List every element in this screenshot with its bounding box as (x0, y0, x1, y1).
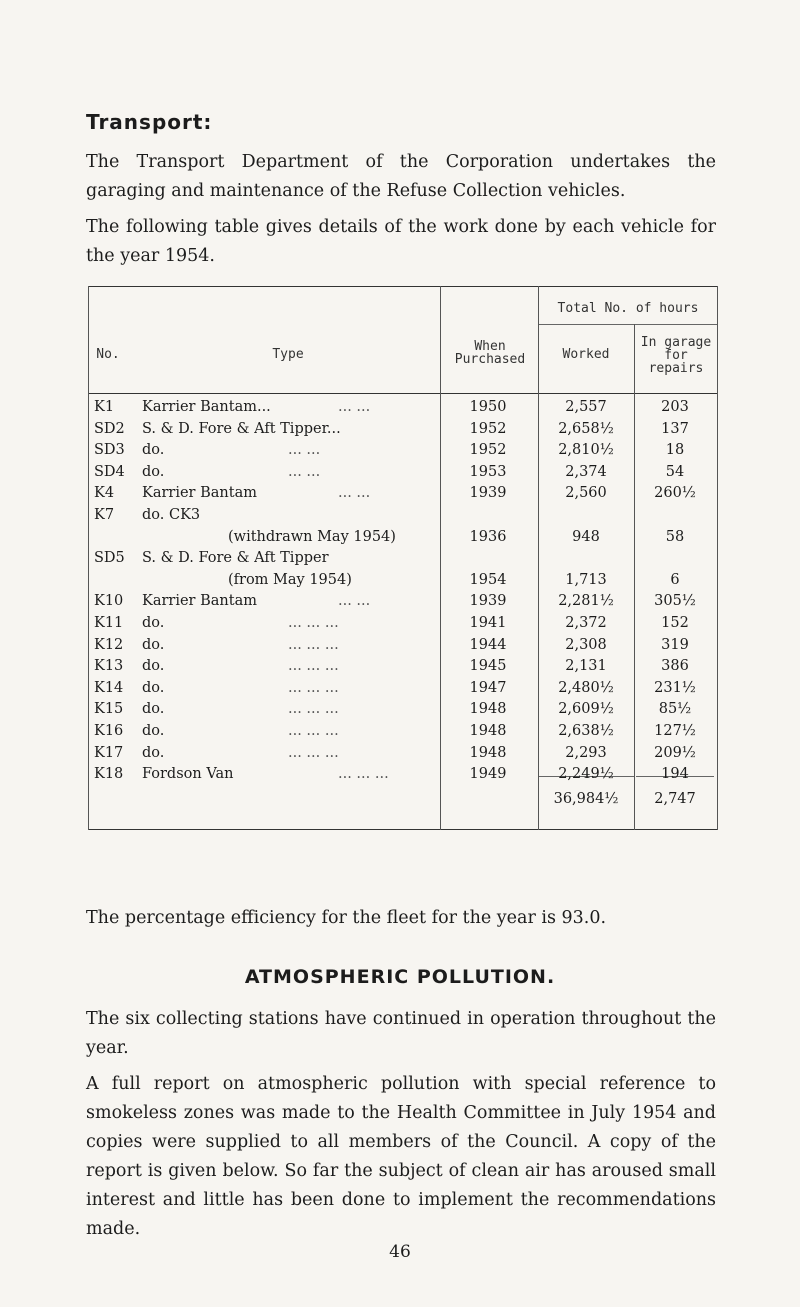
hours-in-garage: 260½ (654, 485, 696, 502)
section-heading-transport: Transport: (86, 110, 213, 134)
leader-dots: ... ... (288, 463, 321, 480)
year-purchased: 1949 (469, 766, 507, 783)
hours-in-garage: 319 (661, 636, 689, 653)
vehicle-type: do. (142, 442, 165, 459)
vehicle-type: (withdrawn May 1954) (228, 528, 396, 545)
vehicle-no: SD5 (94, 550, 125, 567)
table-row (88, 572, 718, 593)
vehicle-type: do. (142, 701, 165, 718)
vehicle-table (88, 286, 718, 830)
pollution-paragraph-1: The six collecting stations have continued in operation throughout the year. (86, 1009, 716, 1058)
hours-in-garage: 305½ (654, 593, 696, 610)
total-worked: 36,984½ (553, 791, 619, 807)
year-purchased: 1952 (469, 442, 507, 459)
total-garage: 2,747 (654, 791, 696, 807)
year-purchased: 1936 (469, 528, 507, 545)
leader-dots: ... ... ... (338, 766, 389, 783)
vehicle-type: do. (142, 636, 165, 653)
hours-in-garage: 58 (665, 528, 685, 545)
header-worked: Worked (562, 347, 610, 362)
leader-dots: ... ... ... (288, 658, 339, 675)
vehicle-no: K17 (94, 744, 124, 761)
hours-worked: 2,480½ (558, 679, 614, 696)
vehicle-no: K14 (94, 679, 124, 696)
vehicle-no: SD3 (94, 442, 125, 459)
hours-worked: 2,609½ (558, 701, 614, 718)
hours-worked: 2,281½ (558, 593, 614, 610)
year-purchased: 1948 (469, 723, 507, 739)
table-row (88, 701, 718, 722)
vehicle-type: Karrier Bantam (142, 485, 257, 502)
vehicle-type: do. CK3 (142, 507, 201, 523)
hours-in-garage: 127½ (654, 723, 696, 739)
header-no: No. (96, 347, 120, 362)
hours-in-garage: 231½ (654, 679, 696, 696)
table-row (88, 442, 718, 463)
totals-row (88, 791, 718, 812)
vehicle-no: SD2 (94, 420, 125, 437)
vehicle-no: K4 (94, 485, 115, 502)
table-row (88, 529, 718, 550)
hours-worked: 2,638½ (558, 723, 614, 739)
table-row (88, 507, 718, 528)
header-type: Type (272, 347, 304, 362)
hours-in-garage: 386 (661, 658, 689, 675)
leader-dots: ... ... (288, 442, 321, 459)
hours-worked: 2,810½ (558, 442, 614, 459)
year-purchased: 1939 (469, 485, 507, 502)
table-bottom-rule (88, 829, 718, 830)
hours-in-garage: 137 (661, 420, 689, 437)
table-row (88, 766, 718, 787)
hours-worked: 948 (572, 528, 600, 545)
hours-worked: 2,249½ (558, 766, 614, 783)
pollution-paragraph-2: A full report on atmospheric pollution with special reference to smokeless zones was made to the Health Committee in July 1954 and copies were supplied to all members of the Council. A copy of the report is given below. So far the subject of clean air has aroused small interest and little has been done to implement the recommendations made. (86, 1074, 716, 1239)
hours-in-garage: 85½ (658, 701, 692, 718)
header-when-purchased: When Purchased (454, 339, 526, 367)
vehicle-no: K16 (94, 723, 124, 739)
header-total-hours: Total No. of hours (557, 301, 699, 316)
efficiency-paragraph: The percentage efficiency for the fleet for the year is 93.0. (86, 908, 607, 928)
vehicle-type: do. (142, 463, 165, 480)
leader-dots: ... ... (338, 485, 371, 502)
leader-dots: ... ... (338, 399, 371, 415)
vehicle-type: Karrier Bantam (142, 593, 257, 610)
table-row (88, 745, 718, 766)
table-row (88, 723, 718, 744)
vehicle-no: SD4 (94, 463, 125, 480)
vehicle-no: K7 (94, 507, 115, 523)
hours-worked: 2,557 (565, 399, 607, 415)
leader-dots: ... ... ... (288, 636, 339, 653)
table-row (88, 615, 718, 636)
year-purchased: 1950 (469, 399, 507, 415)
vehicle-type: S. & D. Fore & Aft Tipper... (142, 420, 341, 437)
vehicle-no: K11 (94, 615, 124, 631)
year-purchased: 1952 (469, 420, 507, 437)
header-in-garage: In garage for repairs (640, 335, 712, 376)
vehicle-no: K13 (94, 658, 124, 675)
intro-paragraph-1: The Transport Department of the Corporation undertakes the garaging and maintenance of the Refuse Collection vehicles. (86, 152, 716, 201)
section-heading-pollution: ATMOSPHERIC POLLUTION. (244, 966, 556, 988)
hours-worked: 2,560 (565, 485, 607, 502)
vehicle-no: K15 (94, 701, 124, 718)
vehicle-no: K1 (94, 399, 115, 415)
vehicle-type: do. (142, 615, 165, 631)
leader-dots: ... ... ... (288, 723, 339, 739)
hours-in-garage: 152 (661, 615, 689, 631)
vehicle-no: K12 (94, 636, 124, 653)
table-row (88, 680, 718, 701)
hours-in-garage: 203 (661, 399, 689, 415)
year-purchased: 1941 (469, 615, 507, 631)
year-purchased: 1948 (469, 701, 507, 718)
table-row (88, 658, 718, 679)
hours-worked: 2,131 (565, 658, 607, 675)
vehicle-type: (from May 1954) (228, 571, 352, 588)
hours-in-garage: 209½ (654, 744, 696, 761)
hours-in-garage: 194 (661, 766, 689, 783)
vehicle-no: K10 (94, 593, 124, 610)
leader-dots: ... ... ... (288, 679, 339, 696)
year-purchased: 1948 (469, 744, 507, 761)
hours-worked: 2,374 (565, 463, 607, 480)
hours-in-garage: 54 (665, 463, 685, 480)
table-row (88, 637, 718, 658)
vehicle-type: do. (142, 744, 165, 761)
vehicle-type: S. & D. Fore & Aft Tipper (142, 550, 329, 567)
header-bottom-rule (88, 393, 718, 394)
year-purchased: 1947 (469, 679, 507, 696)
leader-dots: ... ... (338, 593, 371, 610)
vehicle-type: Fordson Van (142, 766, 234, 783)
table-row (88, 593, 718, 614)
leader-dots: ... ... ... (288, 701, 339, 718)
year-purchased: 1944 (469, 636, 507, 653)
leader-dots: ... ... ... (288, 744, 339, 761)
vehicle-type: do. (142, 679, 165, 696)
year-purchased: 1939 (469, 593, 507, 610)
year-purchased: 1945 (469, 658, 507, 675)
table-row (88, 464, 718, 485)
hours-in-garage: 18 (665, 442, 685, 459)
hours-in-garage: 6 (670, 571, 680, 588)
table-row (88, 421, 718, 442)
table-row (88, 399, 718, 420)
hours-worked: 2,372 (565, 615, 607, 631)
table-row (88, 485, 718, 506)
vehicle-type: do. (142, 723, 165, 739)
hours-worked: 1,713 (565, 571, 607, 588)
vehicle-no: K18 (94, 766, 124, 783)
hours-subheader-rule (538, 324, 718, 325)
intro-paragraph-2: The following table gives details of the work done by each vehicle for the year 1954. (86, 217, 716, 266)
table-top-rule (88, 286, 718, 287)
table-row (88, 550, 718, 571)
hours-worked: 2,293 (565, 744, 607, 761)
vehicle-type: Karrier Bantam... (142, 399, 271, 415)
year-purchased: 1953 (469, 463, 507, 480)
hours-worked: 2,658½ (558, 420, 614, 437)
vehicle-type: do. (142, 658, 165, 675)
page-number: 46 (389, 1242, 411, 1262)
hours-worked: 2,308 (565, 636, 607, 653)
year-purchased: 1954 (469, 571, 507, 588)
leader-dots: ... ... ... (288, 615, 339, 631)
